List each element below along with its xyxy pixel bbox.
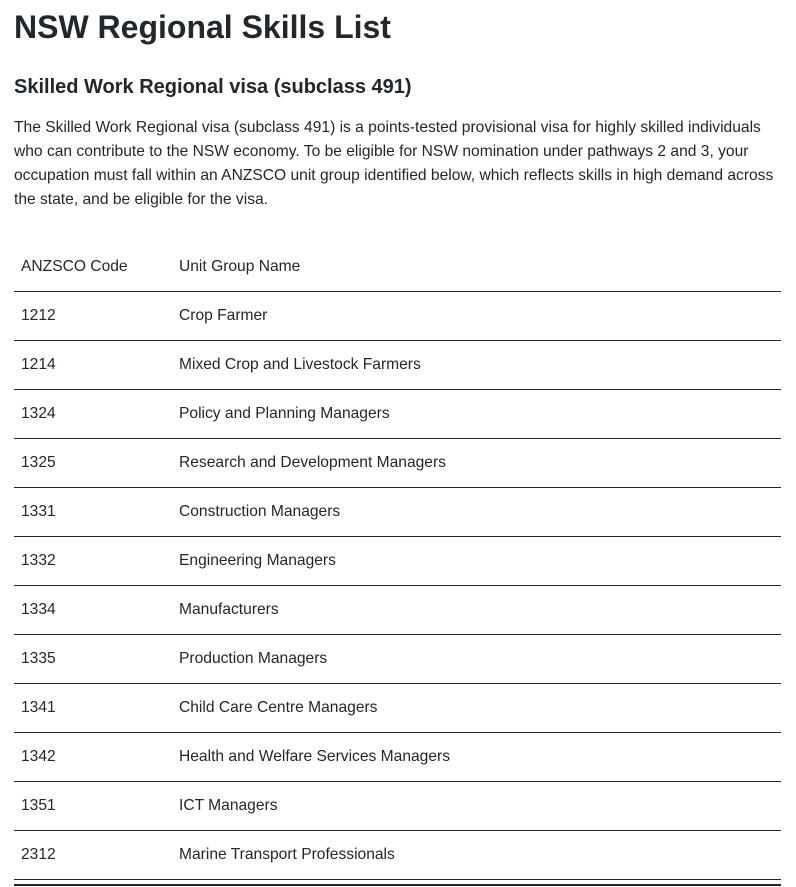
anzsco-code-cell: 2312: [21, 846, 56, 863]
table-row: [14, 390, 781, 439]
unit-group-name-cell: Manufacturers: [179, 601, 279, 618]
table-body: [14, 292, 781, 880]
anzsco-code-cell: 1332: [21, 552, 56, 569]
table-row: [14, 488, 781, 537]
anzsco-code-cell: 1351: [21, 797, 56, 814]
intro-paragraph: The Skilled Work Regional visa (subclass 491) is a points-tested provisional visa for highly skilled individuals who can contribute to the NSW economy. To be eligible for NSW nomination under pathways 2 and 3, your occupation must fall within an ANZSCO unit group identified below, which reflects skills in high demand across the state, and be eligible for the visa.: [14, 119, 774, 208]
unit-group-name-cell: Health and Welfare Services Managers: [179, 748, 451, 765]
table-row: [14, 831, 781, 880]
skills-table: [14, 243, 781, 880]
table-row: [14, 684, 781, 733]
table-row: [14, 586, 781, 635]
table-row: [14, 439, 781, 488]
anzsco-code-cell: 1341: [21, 699, 56, 716]
table-row: [14, 341, 781, 390]
anzsco-code-cell: 1325: [21, 454, 56, 471]
unit-group-name-cell: Research and Development Managers: [179, 454, 446, 471]
table-row: [14, 635, 781, 684]
unit-group-name-cell: Policy and Planning Managers: [179, 405, 390, 422]
anzsco-code-cell: 1324: [21, 405, 56, 422]
unit-group-name-cell: Child Care Centre Managers: [179, 699, 378, 716]
column-header-name: Unit Group Name: [179, 258, 301, 275]
anzsco-code-cell: 1214: [21, 356, 56, 373]
unit-group-name-cell: Crop Farmer: [179, 307, 268, 324]
table-row: [14, 733, 781, 782]
unit-group-name-cell: Construction Managers: [179, 503, 341, 520]
table-header-row: [14, 243, 781, 292]
unit-group-name-cell: ICT Managers: [179, 797, 278, 814]
table-bottom-rule: [14, 884, 781, 886]
anzsco-code-cell: 1331: [21, 503, 56, 520]
table-row: [14, 292, 781, 341]
unit-group-name-cell: Mixed Crop and Livestock Farmers: [179, 356, 421, 373]
anzsco-code-cell: 1334: [21, 601, 56, 618]
unit-group-name-cell: Engineering Managers: [179, 552, 336, 569]
unit-group-name-cell: Production Managers: [179, 650, 328, 667]
anzsco-code-cell: 1212: [21, 307, 56, 324]
table-row: [14, 537, 781, 586]
section-heading: Skilled Work Regional visa (subclass 491): [14, 76, 412, 98]
unit-group-name-cell: Marine Transport Professionals: [179, 846, 395, 863]
anzsco-code-cell: 1342: [21, 748, 56, 765]
table-row: [14, 782, 781, 831]
column-header-code: ANZSCO Code: [21, 258, 128, 275]
page-title: NSW Regional Skills List: [14, 9, 391, 45]
anzsco-code-cell: 1335: [21, 650, 56, 667]
